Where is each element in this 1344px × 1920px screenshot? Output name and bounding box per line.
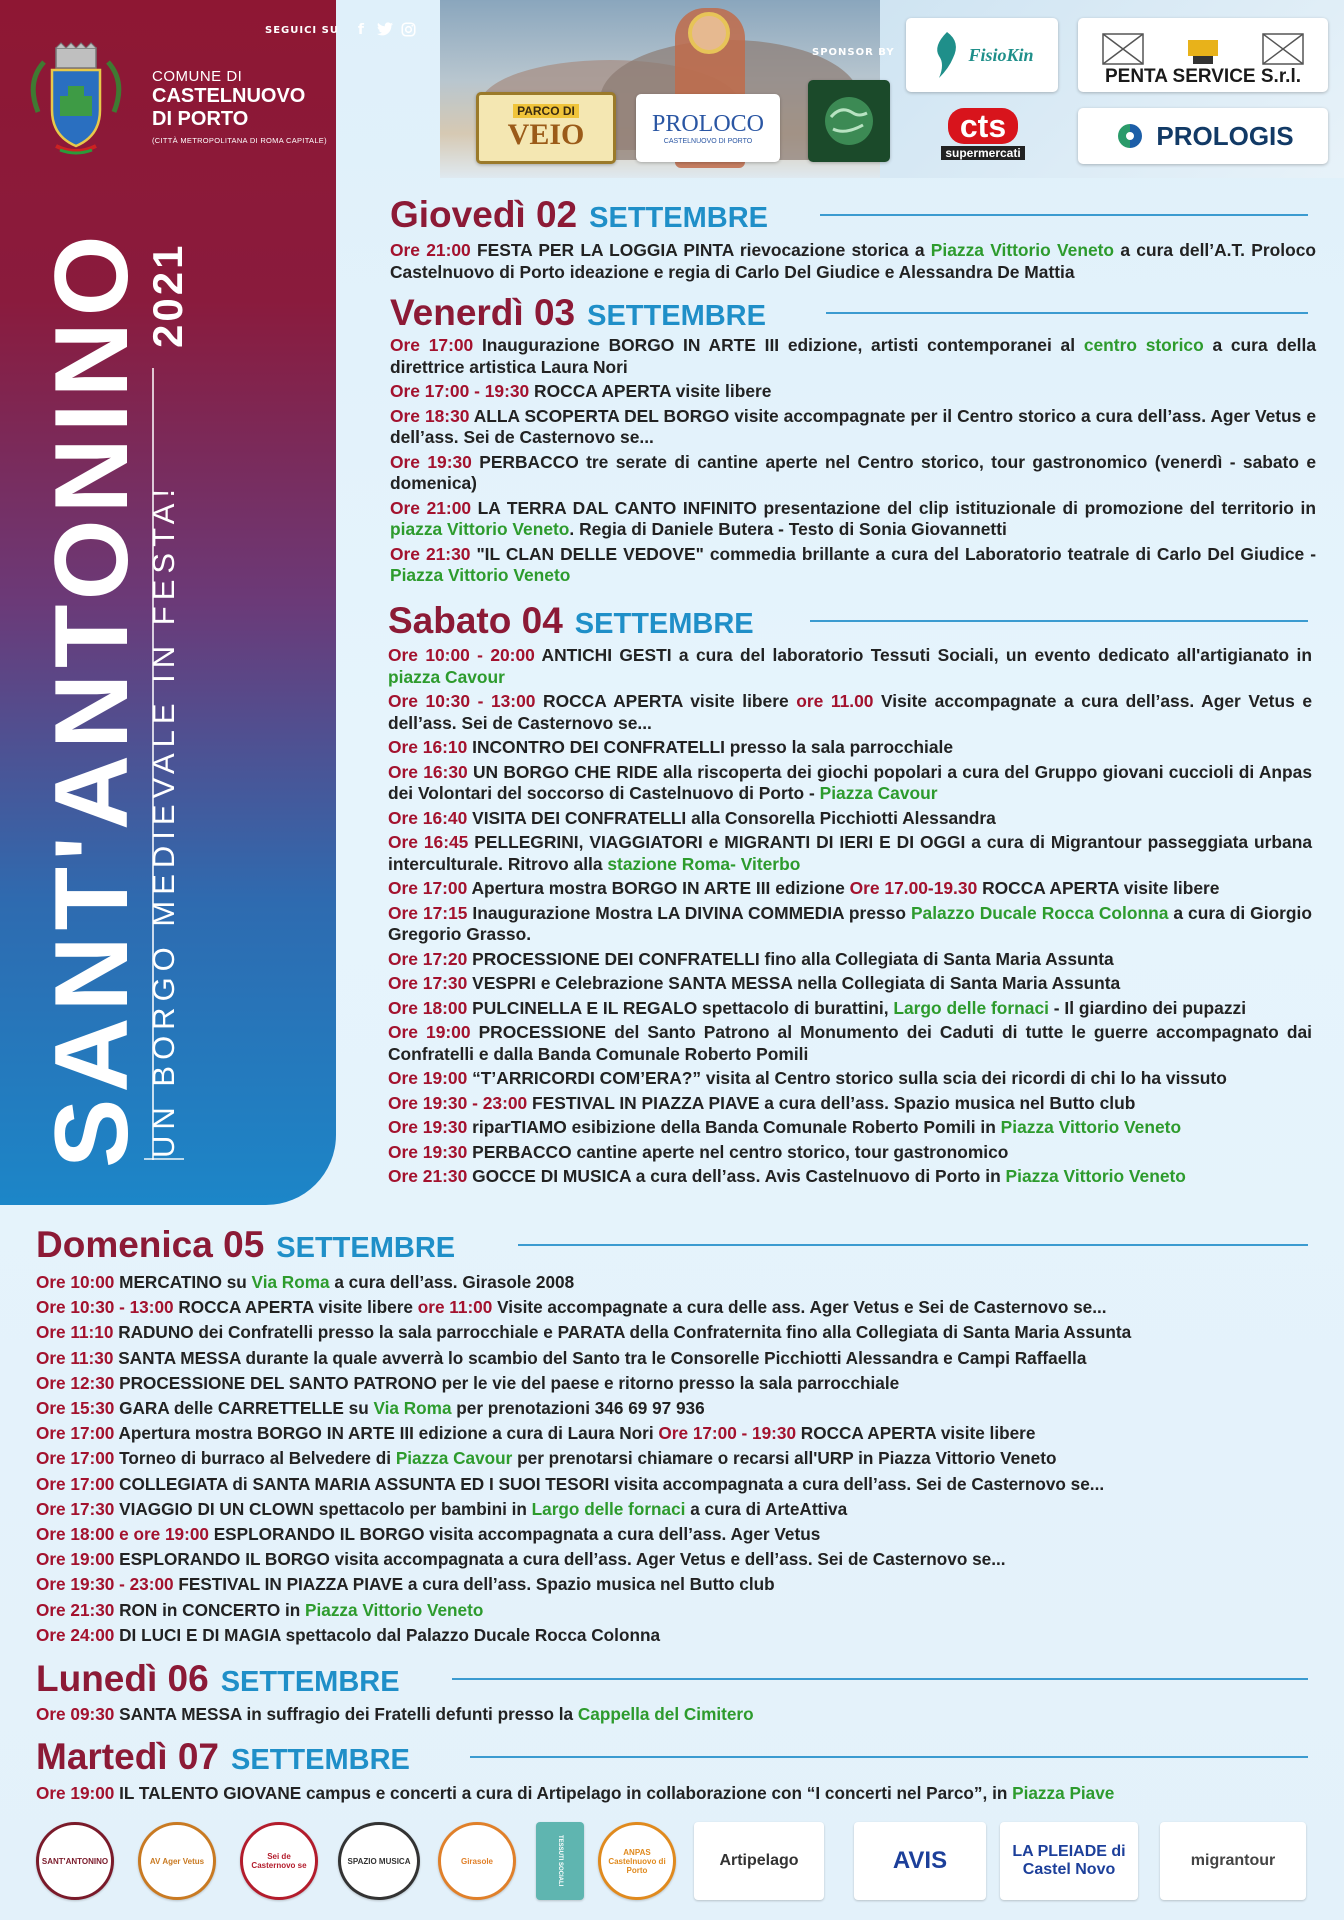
event-time: Ore 17:20: [388, 948, 473, 969]
event-item: [36, 1398, 1312, 1418]
day-divider: [810, 620, 1308, 622]
event-text: Inaugurazione BORGO IN ARTE III edizione, artisti contemporanei al: [481, 335, 1084, 355]
event-place: piazza Cavour: [388, 666, 505, 687]
event-year: 2021: [144, 242, 191, 348]
event-text: ROCCA APERTA visite libere: [982, 878, 1220, 898]
event-text: FESTA PER LA LOGGIA PINTA rievocazione storica a: [477, 240, 931, 260]
penta-service-logo: [1078, 18, 1328, 92]
event-time: Ore 12:30: [36, 1372, 120, 1393]
event-text: INCONTRO DEI CONFRATELLI presso la sala parrocchiale: [472, 737, 954, 757]
day-divider: [826, 312, 1308, 314]
partner-logo: [438, 1822, 516, 1900]
event-item: [388, 762, 1312, 805]
event-time: Ore 21:30: [390, 543, 477, 564]
day-month: SETTEMBRE: [574, 608, 754, 640]
event-list: [388, 645, 1312, 1191]
event-place: Piazza Vittorio Veneto: [390, 565, 571, 585]
event-time: Ore 16:40: [388, 807, 473, 828]
event-time: Ore 21:00: [390, 497, 478, 518]
event-text: PELLEGRINI, VIAGGIATORI e MIGRANTI DI IERI E DI OGGI a cura di Migrantour passeggiata urbana interculturale. Ritrovo alla: [388, 832, 1312, 874]
partner-logo: [536, 1822, 584, 1900]
event-time: Ore 17:00: [388, 878, 472, 898]
event-text: ROCCA APERTA visite libere: [543, 691, 797, 711]
event-text: a cura di ArteAttiva: [685, 1498, 848, 1519]
event-text: VISITA DEI CONFRATELLI alla Consorella Picchiotti Alessandra: [472, 807, 996, 828]
event-time: Ore 17:30: [388, 973, 473, 993]
cts-sub-text: supermercati: [941, 146, 1024, 160]
day-name: Giovedì 02: [390, 194, 578, 235]
prologis-logo: [1078, 108, 1328, 164]
event-item: [390, 381, 1316, 403]
event-text: Visite accompagnate a cura dell’ass. Ager Vetus e dell’ass. Sei de Casternovo se...: [388, 691, 1312, 733]
event-time: Ore 10:00: [36, 1272, 120, 1292]
event-time: Ore 17:00: [36, 1473, 120, 1494]
event-item: [36, 1499, 1312, 1519]
event-text: PROCESSIONE DEI CONFRATELLI fino alla Collegiata di Santa Maria Assunta: [472, 948, 1114, 969]
parco-top-text: PARCO DI: [513, 104, 579, 118]
day-header: [390, 194, 768, 236]
event-time: Ore 17:30: [36, 1498, 120, 1519]
event-list: [390, 240, 1316, 286]
event-time: Ore 19:00: [388, 1068, 473, 1088]
facebook-icon[interactable]: f: [357, 22, 364, 38]
event-item: [390, 240, 1316, 283]
event-subtitle: UN BORGO MEDIEVALE IN FESTA!: [144, 483, 184, 1160]
event-place: Via Roma: [251, 1272, 330, 1292]
event-text: ANTICHI GESTI a cura del laboratorio Tessuti Sociali, un evento dedicato all'artigianato in: [541, 645, 1312, 665]
event-text: ROCCA APERTA visite libere: [800, 1423, 1036, 1444]
sponsor-label: SPONSOR BY: [812, 47, 895, 58]
event-time: Ore 19:30: [390, 451, 480, 472]
event-item: [390, 406, 1316, 449]
day-month: SETTEMBRE: [587, 300, 766, 332]
event-text: Apertura mostra BORGO IN ARTE III edizione: [471, 878, 850, 898]
event-place: Piazza Vittorio Veneto: [1000, 1117, 1182, 1137]
event-text: PROCESSIONE DEL SANTO PATRONO per le vie del paese e ritorno presso la sala parrocchiale: [119, 1372, 900, 1393]
event-time: Ore 11:10: [36, 1322, 119, 1343]
event-place: Largo delle fornaci: [893, 997, 1049, 1018]
partner-name: AVIS: [892, 1847, 948, 1874]
event-text: SANTA MESSA durante la quale avverrà lo scambio del Santo tra le Consorelle Picchiotti Alessandra e Campi Raffaella: [118, 1347, 1087, 1368]
day-header: [390, 292, 766, 334]
event-item: [388, 903, 1312, 946]
event-item: [36, 1322, 1312, 1342]
event-item: [390, 335, 1316, 378]
event-text: per prenotarsi chiamare o recarsi all'URP in Piazza Vittorio Veneto: [512, 1448, 1057, 1469]
event-text: PERBACCO tre serate di cantine aperte nel Centro storico, tour gastronomico (venerdì - sabato e domenica): [390, 451, 1317, 493]
comune-crest-logo: [26, 42, 126, 160]
day-divider: [820, 214, 1308, 216]
event-item: [388, 973, 1312, 995]
event-list: [36, 1783, 1312, 1808]
partner-logo: [598, 1822, 676, 1900]
event-time: Ore 21:00: [390, 240, 477, 260]
event-item: [36, 1423, 1312, 1443]
event-item: [36, 1474, 1312, 1494]
event-list: [390, 335, 1316, 590]
event-time: ore 11:00: [417, 1297, 498, 1318]
event-item: [36, 1448, 1312, 1468]
event-text: RON in CONCERTO in: [119, 1599, 306, 1620]
event-item: [390, 544, 1316, 587]
partner-name: AV Ager Vetus: [149, 1856, 205, 1866]
parco-di-veio-logo: [476, 92, 616, 164]
event-time: Ore 19:00: [36, 1549, 120, 1570]
event-item: [36, 1600, 1312, 1620]
comune-line: CASTELNUOVO: [152, 85, 306, 107]
instagram-icon[interactable]: [401, 22, 417, 38]
partner-logo: [240, 1822, 318, 1900]
social-label: SEGUICI SU: [265, 24, 339, 36]
event-place: Piazza Vittorio Veneto: [305, 1599, 484, 1620]
event-text: ESPLORANDO IL BORGO visita accompagnata a cura dell’ass. Ager Vetus: [213, 1524, 821, 1545]
partner-name: Girasole: [460, 1856, 493, 1866]
event-item: [36, 1704, 1312, 1724]
event-time: Ore 17:00: [390, 335, 482, 355]
partner-name: migrantour: [1190, 1852, 1276, 1869]
event-time: Ore 19:30 - 23:00: [36, 1574, 179, 1595]
event-item: [388, 645, 1312, 688]
fisiokin-logo: [906, 18, 1058, 92]
day-header: [36, 1736, 410, 1778]
event-time: ore 11.00: [796, 691, 882, 711]
event-text: DI LUCI E DI MAGIA spettacolo dal Palazzo Ducale Rocca Colonna: [119, 1624, 661, 1645]
event-item: [388, 949, 1312, 971]
event-item: [388, 1142, 1312, 1164]
event-text: per prenotazioni 346 69 97 936: [451, 1398, 705, 1419]
comune-line: DI PORTO: [152, 108, 249, 130]
event-item: [390, 498, 1316, 541]
event-text: . Regia di Daniele Butera - Testo di Sonia Giovannetti: [569, 519, 1007, 539]
partner-name: Sei de Casternovo se: [251, 1852, 307, 1870]
event-place: stazione Roma- Viterbo: [607, 853, 801, 874]
event-text: a cura dell’A.T. Proloco Castelnuovo di Porto ideazione e regia di Carlo Del Giudice e Alessandra De Mattia: [390, 240, 1316, 282]
day-header: [36, 1224, 455, 1266]
event-item: [388, 1166, 1312, 1188]
event-text: Apertura mostra BORGO IN ARTE III edizione a cura di Laura Nori: [118, 1423, 659, 1444]
event-item: [388, 998, 1312, 1020]
event-item: [36, 1272, 1312, 1292]
partner-logo: [138, 1822, 216, 1900]
comune-line: COMUNE DI: [152, 68, 243, 85]
event-item: [388, 878, 1312, 900]
event-item: [36, 1348, 1312, 1368]
event-item: [388, 808, 1312, 830]
event-text: SANTA MESSA in suffragio dei Fratelli defunti presso la: [119, 1704, 578, 1724]
day-divider: [470, 1756, 1308, 1758]
comune-line: (CITTÀ METROPOLITANA DI ROMA CAPITALE): [152, 136, 327, 145]
event-time: Ore 17:00: [36, 1448, 120, 1469]
event-time: Ore 10:30 - 13:00: [388, 691, 544, 711]
event-text: Torneo di burraco al Belvedere di: [119, 1448, 396, 1469]
fisiokin-text: FisioKin: [968, 44, 1034, 65]
day-name: Domenica 05: [36, 1224, 265, 1265]
event-time: Ore 18:00 e ore 19:00: [36, 1524, 214, 1545]
day-header: [388, 600, 754, 642]
event-item: [36, 1297, 1312, 1317]
day-month: SETTEMBRE: [589, 202, 768, 234]
event-text: VESPRI e Celebrazione SANTA MESSA nella Collegiata di Santa Maria Assunta: [472, 973, 1121, 993]
partner-name: LA PLEIADE di Castel Novo: [1012, 1843, 1126, 1878]
event-time: Ore 21:30: [36, 1599, 120, 1620]
event-place: piazza Vittorio Veneto: [390, 519, 570, 539]
penta-text: PENTA SERVICE S.r.l.: [1104, 66, 1302, 87]
event-text: PERBACCO cantine aperte nel centro storico, tour gastronomico: [472, 1141, 1009, 1162]
event-time: Ore 10:30 - 13:00: [36, 1297, 179, 1318]
event-text: riparTIAMO esibizione della Banda Comunale Roberto Pomili in: [472, 1117, 1001, 1137]
event-time: Ore 17:00: [36, 1423, 119, 1444]
event-text: "IL CLAN DELLE VEDOVE" commedia brillante a cura del Laboratorio teatrale di Carlo Del Giudice -: [476, 543, 1316, 564]
event-time: Ore 19:00: [36, 1783, 120, 1803]
event-time: Ore 15:30: [36, 1398, 120, 1419]
event-text: COLLEGIATA di SANTA MARIA ASSUNTA ED I SUOI TESORI visita accompagnata a cura dell’ass. Sei de Casternovo se...: [119, 1473, 1105, 1494]
event-text: FESTIVAL IN PIAZZA PIAVE a cura dell’ass. Spazio musica nel Butto club: [532, 1092, 1136, 1113]
event-place: Piazza Piave: [1012, 1783, 1115, 1803]
event-text: ESPLORANDO IL BORGO visita accompagnata a cura dell’ass. Ager Vetus e dell’ass. Sei de Casternovo se...: [119, 1549, 1006, 1570]
event-text: a cura di Giorgio Gregorio Grasso.: [388, 902, 1312, 944]
event-time: Ore 24:00: [36, 1624, 120, 1645]
proloco-text: PROLOCO: [651, 111, 765, 137]
event-item: [36, 1574, 1312, 1594]
event-time: Ore 17:00 - 19:30: [390, 381, 535, 401]
event-place: Largo delle fornaci: [531, 1498, 686, 1519]
event-text: LA TERRA DAL CANTO INFINITO presentazione del clip istituzionale di promozione del territorio in: [477, 497, 1316, 518]
event-text: GOCCE DI MUSICA a cura dell’ass. Avis Castelnuovo di Porto in: [472, 1166, 1006, 1186]
day-name: Martedì 07: [36, 1736, 220, 1777]
event-time: Ore 18:00: [388, 997, 473, 1018]
event-title-text: SANT'ANTONINO: [34, 229, 150, 1168]
partner-name: Artipelago: [719, 1852, 799, 1869]
event-text: ROCCA APERTA visite libere: [534, 381, 772, 401]
event-text: IL TALENTO GIOVANE campus e concerti a cura di Artipelago in collaborazione con “I concerti nel Parco”, in: [119, 1783, 1013, 1803]
event-text: GARA delle CARRETTELLE su: [119, 1398, 374, 1419]
event-time: Ore 18:30: [390, 405, 474, 426]
event-time: Ore 16:10: [388, 737, 473, 757]
comune-name: [152, 68, 327, 145]
event-text: PROCESSIONE del Santo Patrono al Monumento dei Caduti di tutte le guerre accompagnato dai Confratelli e dalla Banda Comunale Roberto Pomili: [388, 1022, 1312, 1064]
event-time: Ore 09:30: [36, 1704, 120, 1724]
cts-supermercati-logo: [928, 104, 1038, 164]
day-month: SETTEMBRE: [231, 1744, 410, 1776]
event-item: [388, 832, 1312, 875]
event-text: Inaugurazione Mostra LA DIVINA COMMEDIA presso: [472, 902, 911, 923]
day-divider: [452, 1678, 1308, 1680]
prologis-text: PROLOGIS: [1156, 120, 1294, 151]
event-time: Ore 16:30: [388, 761, 473, 782]
partner-name: TESSUTI SOCIALI: [557, 1835, 563, 1887]
twitter-icon[interactable]: [377, 22, 393, 38]
event-item: [388, 1093, 1312, 1115]
event-text: FESTIVAL IN PIAZZA PIAVE a cura dell’ass. Spazio musica nel Butto club: [178, 1574, 775, 1595]
event-list: [36, 1272, 1312, 1650]
event-time: Ore 21:30: [388, 1166, 473, 1186]
partner-logo: [694, 1822, 824, 1900]
event-place: Piazza Cavour: [395, 1448, 513, 1469]
event-text: a cura dell’ass. Girasole 2008: [329, 1272, 575, 1292]
event-place: Piazza Vittorio Veneto: [930, 240, 1115, 260]
event-text: VIAGGIO DI UN CLOWN spettacolo per bambini in: [119, 1498, 532, 1519]
event-time: Ore 17.00-19.30: [849, 878, 983, 898]
event-time: Ore 17:00 - 19:30: [658, 1423, 801, 1444]
partner-name: SANT'ANTONINO: [41, 1856, 109, 1866]
event-time: Ore 11:30: [36, 1347, 119, 1368]
partner-logo: [854, 1822, 986, 1900]
partner-name: ANPAS Castelnuovo di Porto: [608, 1847, 666, 1875]
event-time: Ore 19:30 - 23:00: [388, 1092, 533, 1113]
day-name: Sabato 04: [388, 600, 563, 641]
event-item: [388, 691, 1312, 734]
day-name: Lunedì 06: [36, 1658, 209, 1699]
proloco-logo: [636, 94, 780, 162]
day-name: Venerdì 03: [390, 292, 576, 333]
event-time: Ore 10:00 - 20:00: [388, 645, 542, 665]
day-month: SETTEMBRE: [220, 1666, 400, 1698]
partner-logo: [1160, 1822, 1306, 1900]
event-text: UN BORGO CHE RIDE alla riscoperta dei giochi popolari a cura del Gruppo giovani cuccioli di Anpas dei Volontari del soccorso di Castelnuovo di Porto -: [388, 761, 1312, 803]
event-item: [388, 1068, 1312, 1090]
event-time: Ore 16:45: [388, 832, 475, 852]
day-divider: [518, 1244, 1308, 1246]
social-links: [265, 22, 417, 38]
partner-logo: [1000, 1822, 1138, 1900]
event-item: [388, 1022, 1312, 1065]
event-text: - Il giardino dei pupazzi: [1048, 997, 1247, 1018]
event-place: Piazza Vittorio Veneto: [1005, 1166, 1186, 1186]
event-time: Ore 17:15: [388, 902, 473, 923]
event-item: [36, 1373, 1312, 1393]
partner-logo: [338, 1822, 420, 1900]
event-text: MERCATINO su: [119, 1272, 252, 1292]
day-month: SETTEMBRE: [276, 1232, 456, 1264]
proloco-sub-text: CASTELNUOVO DI PORTO: [663, 138, 753, 145]
event-item: [388, 737, 1312, 759]
event-text: ROCCA APERTA visite libere: [178, 1297, 418, 1318]
event-list: [36, 1704, 1312, 1729]
event-time: Ore 19:30: [388, 1141, 473, 1162]
event-item: [36, 1783, 1312, 1803]
event-place: Cappella del Cimitero: [577, 1704, 754, 1724]
event-item: [36, 1524, 1312, 1544]
event-text: a cura della direttrice artistica Laura Nori: [390, 335, 1316, 377]
event-place: Palazzo Ducale Rocca Colonna: [910, 902, 1169, 923]
event-item: [36, 1625, 1312, 1645]
partner-logos: [36, 1822, 1312, 1902]
parco-name-text: VEIO: [507, 118, 585, 151]
event-time: Ore 19:00: [388, 1022, 479, 1042]
day-header: [36, 1658, 400, 1700]
globe-sponsor-logo: [808, 80, 890, 162]
saint-head-image: [688, 12, 730, 54]
event-item: [36, 1549, 1312, 1569]
event-text: RADUNO dei Confratelli presso la sala parrocchiale e PARATA della Confraternita fino alla Collegiata di Santa Maria Assunta: [118, 1322, 1132, 1343]
event-place: Via Roma: [373, 1398, 452, 1419]
event-item: [388, 1117, 1312, 1139]
event-text: PULCINELLA E IL REGALO spettacolo di burattini,: [472, 997, 894, 1018]
partner-logo: [36, 1822, 114, 1900]
event-text: “T’ARRICORDI COM’ERA?” visita al Centro storico sulla scia dei ricordi di chi lo ha vissuto: [472, 1068, 1227, 1088]
cts-text: cts: [948, 108, 1018, 144]
event-item: [390, 452, 1316, 495]
event-text: Visite accompagnate a cura delle ass. Ager Vetus e Sei de Casternovo se...: [497, 1297, 1107, 1318]
event-place: centro storico: [1083, 335, 1204, 355]
event-time: Ore 19:30: [388, 1117, 473, 1137]
event-place: Piazza Cavour: [819, 783, 938, 803]
partner-name: SPAZIO MUSICA: [347, 1856, 411, 1866]
event-text: ALLA SCOPERTA DEL BORGO visite accompagnate per il Centro storico a cura dell’ass. Ager Vetus e dell’ass. Sei de Casternovo se...: [390, 405, 1316, 447]
event-title: [34, 229, 150, 1168]
